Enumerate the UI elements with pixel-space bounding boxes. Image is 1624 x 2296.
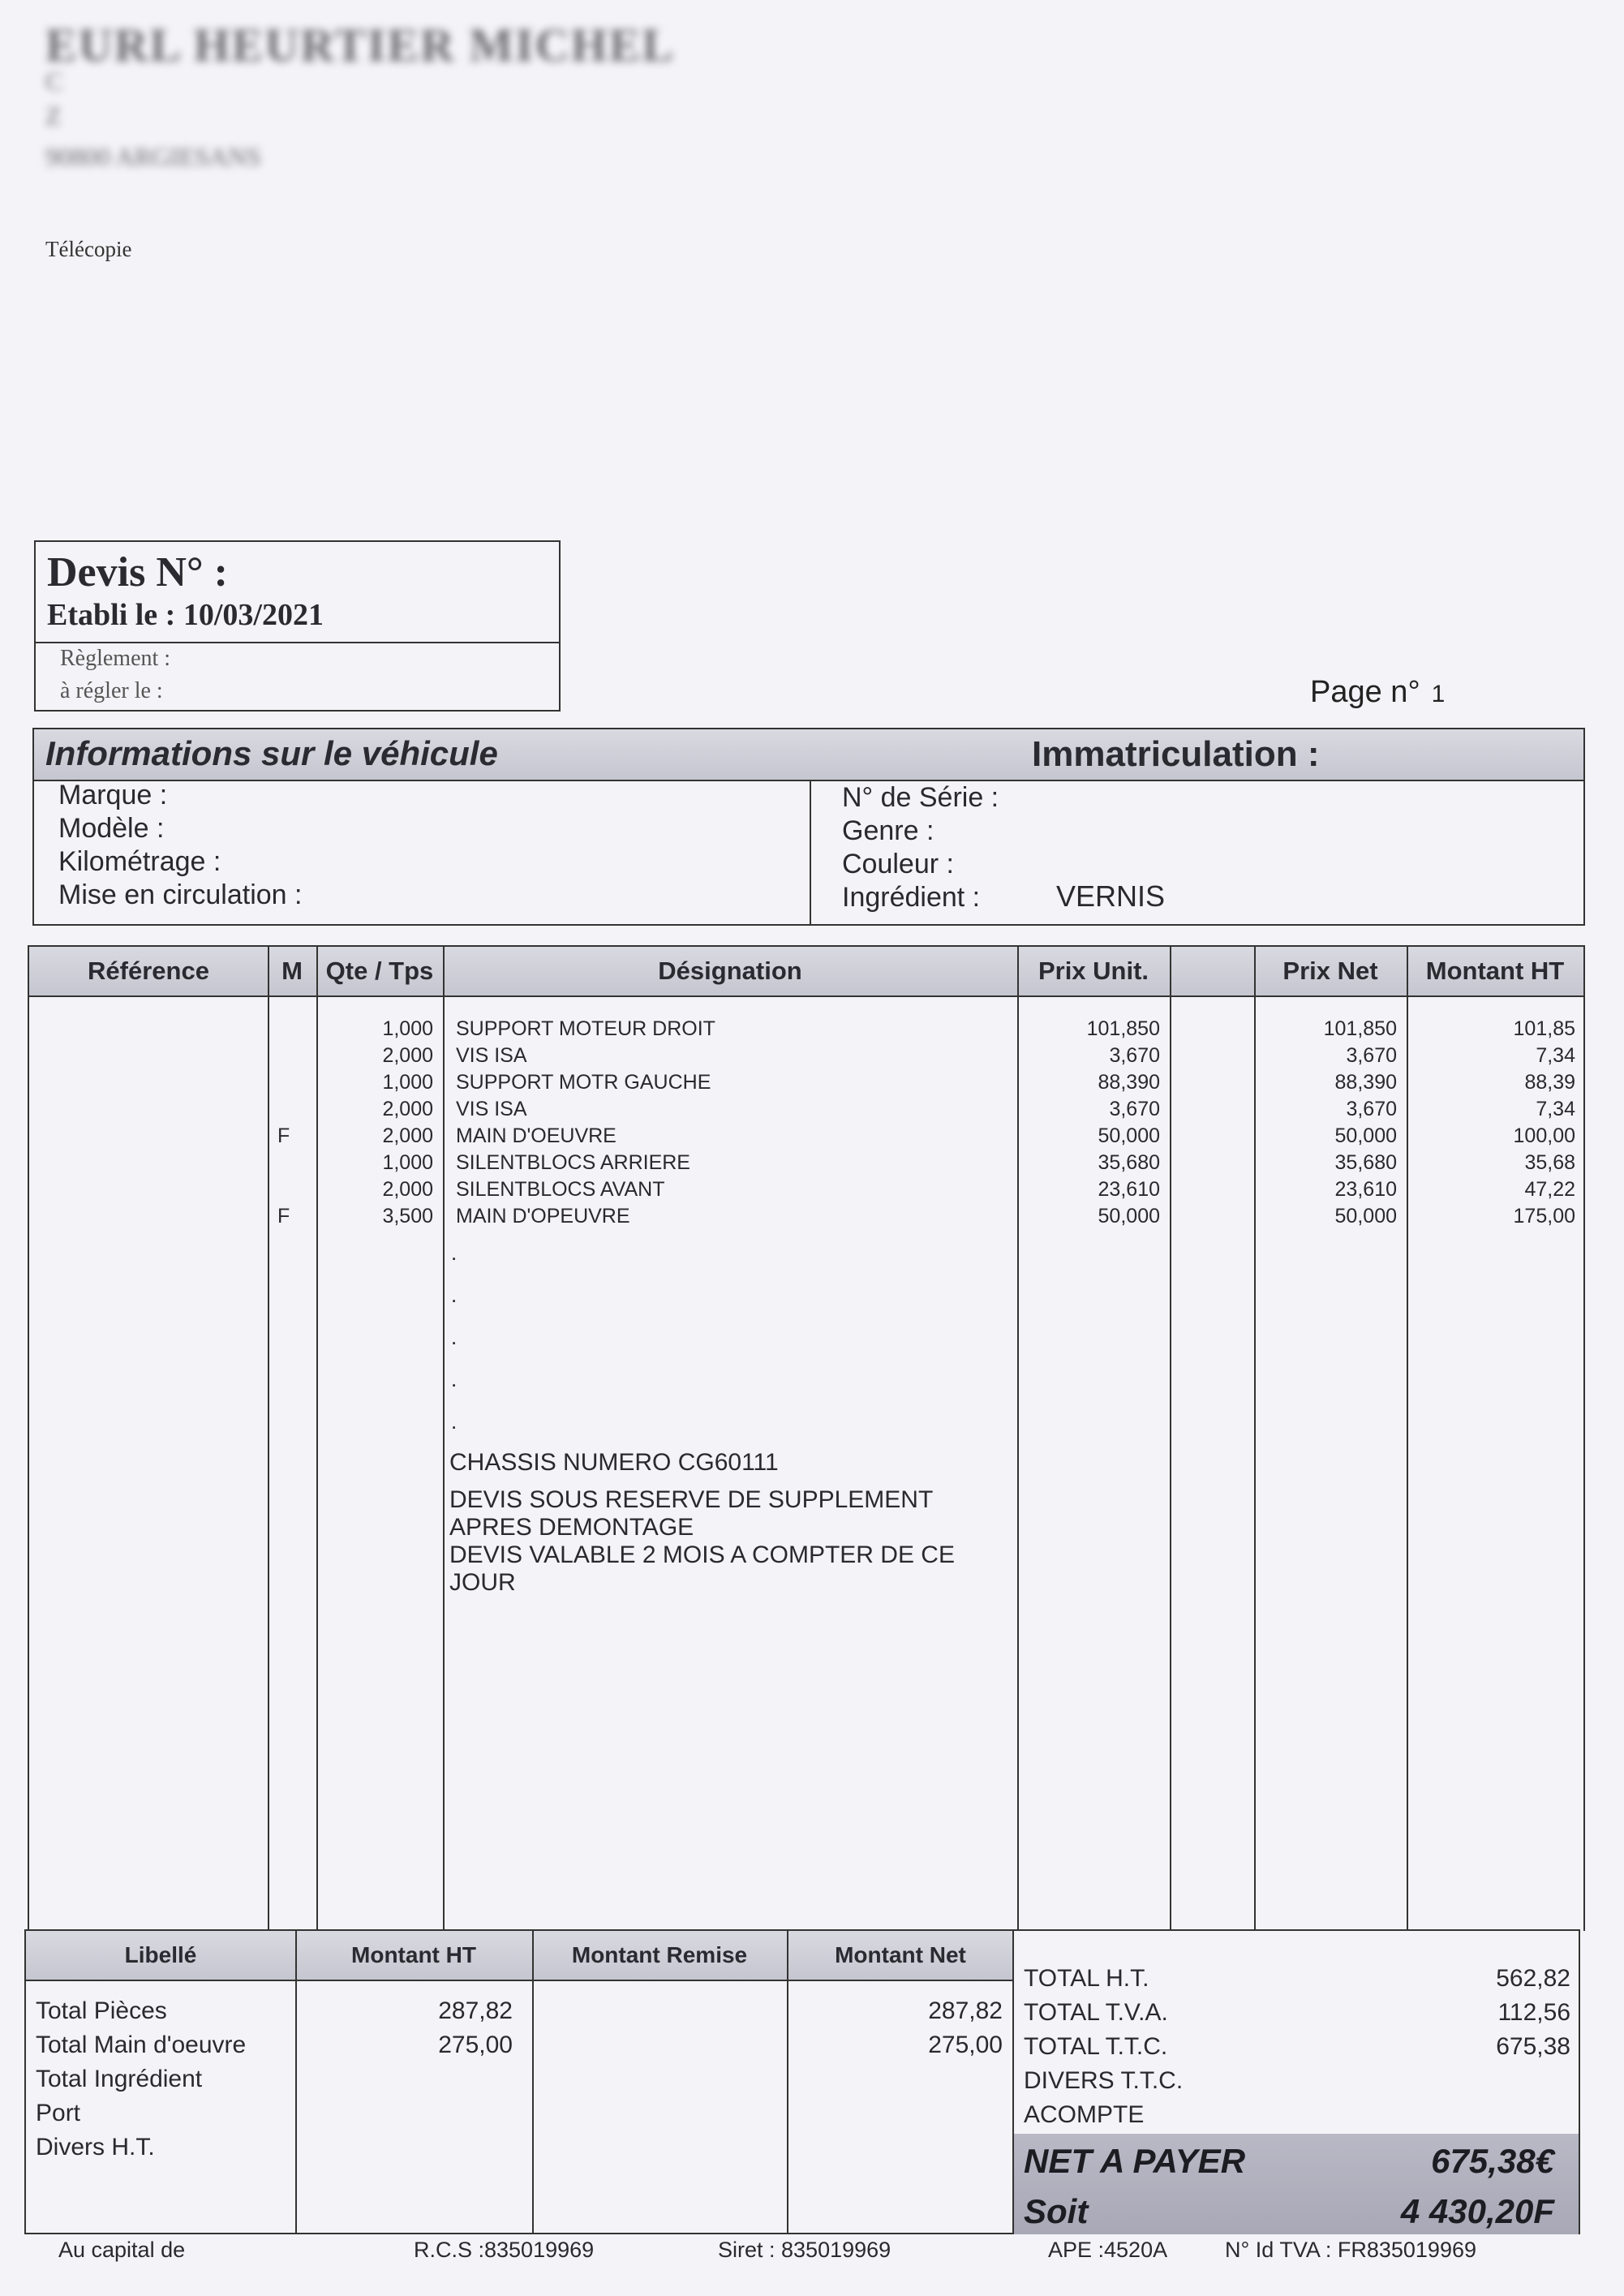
divers-ttc-label: DIVERS T.T.C. (1024, 2067, 1184, 2094)
designation-cell: SILENTBLOCS AVANT (456, 1178, 665, 1201)
genre-label: Genre : (842, 815, 934, 846)
header-prix-unit: Prix Unit. (1038, 957, 1149, 985)
montant-cell: 7,34 (1536, 1098, 1575, 1120)
m-cell: F (277, 1205, 290, 1228)
spacer-dot: . (451, 1240, 458, 1265)
prix-net-cell: 3,670 (1346, 1044, 1397, 1067)
summary-box (1014, 1929, 1580, 2234)
montant-cell: 100,00 (1513, 1124, 1575, 1147)
total-main-oeuvre-ht: 275,00 (438, 2032, 513, 2058)
ingredient-label: Ingrédient : (842, 882, 981, 913)
total-pieces-label: Total Pièces (36, 1997, 167, 2024)
prix-unit-cell: 35,680 (1098, 1151, 1160, 1174)
prix-unit-cell: 3,670 (1109, 1098, 1160, 1120)
designation-cell: VIS ISA (456, 1044, 527, 1067)
company-name: EURL HEURTIER MICHEL (45, 19, 675, 71)
divider (36, 642, 559, 643)
footer-ape: APE :4520A (1048, 2238, 1168, 2262)
total-ht-value: 562,82 (1496, 1965, 1570, 1992)
net-a-payer-bar (1014, 2134, 1579, 2234)
port-label: Port (36, 2100, 81, 2126)
footer-tva: N° Id TVA : FR835019969 (1225, 2238, 1476, 2262)
total-ht-label: TOTAL H.T. (1024, 1965, 1149, 1992)
company-postal-city: 90800 ARGIESANS (45, 142, 261, 171)
acompte-label: ACOMPTE (1024, 2101, 1145, 2128)
prix-unit-cell: 50,000 (1098, 1124, 1160, 1147)
column-divider (295, 1931, 297, 2234)
devis-date: Etabli le : 10/03/2021 (47, 598, 324, 632)
table-row (29, 1017, 1583, 1044)
reglement-label: Règlement : (60, 646, 171, 671)
kilometrage-label: Kilométrage : (58, 846, 221, 877)
prix-unit-cell: 23,610 (1098, 1178, 1160, 1201)
mise-en-circulation-label: Mise en circulation : (58, 879, 303, 910)
vehicle-info-box (32, 728, 1585, 926)
header-qte: Qte / Tps (325, 957, 434, 985)
montant-cell: 7,34 (1536, 1044, 1575, 1067)
table-row (29, 1205, 1583, 1232)
spacer-dot: . (451, 1409, 458, 1434)
montant-cell: 88,39 (1524, 1071, 1575, 1094)
total-ingredient-label: Total Ingrédient (36, 2066, 203, 2092)
vehicle-info-title: Informations sur le véhicule (45, 734, 498, 772)
prix-net-cell: 50,000 (1334, 1205, 1397, 1228)
page-label: Page n° (1310, 675, 1420, 709)
divers-ht-label: Divers H.T. (36, 2134, 155, 2161)
table-row (29, 1071, 1583, 1098)
page-value: 1 (1431, 681, 1446, 707)
table-row (29, 1044, 1583, 1071)
header-montant-ht: Montant HT (1425, 957, 1565, 985)
header-libelle: Libellé (124, 1942, 197, 1967)
montant-cell: 175,00 (1513, 1205, 1575, 1228)
header-prix-net: Prix Net (1282, 957, 1378, 985)
designation-cell: VIS ISA (456, 1098, 527, 1120)
footer-rcs: R.C.S :835019969 (414, 2238, 595, 2262)
header-m: M (281, 957, 303, 985)
total-main-oeuvre-net: 275,00 (928, 2032, 1003, 2058)
qte-cell: 2,000 (382, 1178, 433, 1201)
spacer-dot: . (451, 1283, 458, 1307)
qte-cell: 1,000 (382, 1017, 433, 1040)
spacer-dot: . (451, 1325, 458, 1349)
prix-unit-cell: 88,390 (1098, 1071, 1160, 1094)
devis-box (34, 540, 561, 712)
soit-label: Soit (1024, 2192, 1089, 2230)
qte-cell: 3,500 (382, 1205, 433, 1228)
prix-net-cell: 50,000 (1334, 1124, 1397, 1147)
total-tva-value: 112,56 (1497, 1999, 1570, 2026)
total-tva-label: TOTAL T.V.A. (1024, 1999, 1168, 2026)
fax-label: Télécopie (45, 237, 132, 261)
couleur-label: Couleur : (842, 849, 954, 879)
company-address-line1: C (45, 67, 63, 96)
designation-cell: MAIN D'OPEUVRE (456, 1205, 630, 1228)
prix-net-cell: 101,850 (1323, 1017, 1397, 1040)
table-row (29, 1151, 1583, 1178)
totals-table (24, 1929, 1014, 2234)
spacer-dot: . (451, 1367, 458, 1391)
designation-cell: SUPPORT MOTEUR DROIT (456, 1017, 715, 1040)
prix-net-cell: 88,390 (1334, 1071, 1397, 1094)
prix-net-cell: 23,610 (1334, 1178, 1397, 1201)
note-line: APRES DEMONTAGE (449, 1514, 694, 1541)
prix-net-cell: 35,680 (1334, 1151, 1397, 1174)
total-ttc-value: 675,38 (1496, 2033, 1570, 2060)
divider (810, 780, 811, 926)
header-montant-remise: Montant Remise (571, 1942, 748, 1967)
modele-label: Modèle : (58, 813, 165, 844)
note-line: DEVIS SOUS RESERVE DE SUPPLEMENT (449, 1486, 934, 1513)
qte-cell: 1,000 (382, 1071, 433, 1094)
designation-cell: SILENTBLOCS ARRIERE (456, 1151, 690, 1174)
numero-serie-label: N° de Série : (842, 782, 999, 813)
devis-title: Devis N° : (47, 549, 228, 595)
m-cell: F (277, 1124, 290, 1147)
header-montant-net: Montant Net (835, 1942, 966, 1967)
designation-cell: SUPPORT MOTR GAUCHE (456, 1071, 711, 1094)
table-row (29, 1178, 1583, 1205)
montant-cell: 101,85 (1513, 1017, 1575, 1040)
column-divider (532, 1931, 534, 2234)
header-designation: Désignation (658, 957, 802, 985)
footer-siret: Siret : 835019969 (718, 2238, 891, 2262)
qte-cell: 2,000 (382, 1044, 433, 1067)
immatriculation-title: Immatriculation : (1032, 734, 1320, 774)
prix-unit-cell: 101,850 (1086, 1017, 1160, 1040)
marque-label: Marque : (58, 780, 168, 810)
total-main-oeuvre-label: Total Main d'oeuvre (36, 2032, 247, 2058)
total-pieces-ht: 287,82 (438, 1997, 513, 2024)
ingredient-value: VERNIS (1056, 879, 1166, 913)
company-address-line2: Z (45, 101, 62, 131)
header-montant-ht: Montant HT (351, 1942, 476, 1967)
items-table (28, 945, 1585, 1931)
total-pieces-net: 287,82 (928, 1997, 1003, 2024)
page-number (1310, 675, 1445, 710)
soit-value: 4 430,20F (1400, 2192, 1554, 2230)
prix-unit-cell: 3,670 (1109, 1044, 1160, 1067)
montant-cell: 47,22 (1524, 1178, 1575, 1201)
net-a-payer-label: NET A PAYER (1024, 2142, 1246, 2180)
montant-cell: 35,68 (1524, 1151, 1575, 1174)
footer-capital: Au capital de (58, 2238, 186, 2262)
a-regler-label: à régler le : (60, 678, 163, 703)
prix-unit-cell: 50,000 (1098, 1205, 1160, 1228)
qte-cell: 2,000 (382, 1098, 433, 1120)
table-row (29, 1098, 1583, 1124)
designation-cell: MAIN D'OEUVRE (456, 1124, 617, 1147)
table-row (29, 1124, 1583, 1151)
prix-net-cell: 3,670 (1346, 1098, 1397, 1120)
note-line: JOUR (449, 1569, 516, 1596)
note-line: DEVIS VALABLE 2 MOIS A COMPTER DE CE (449, 1541, 955, 1568)
header-reference: Référence (88, 957, 209, 985)
net-a-payer-value: 675,38€ (1431, 2142, 1554, 2180)
vehicle-info-header (34, 729, 1583, 781)
note-chassis: CHASSIS NUMERO CG60111 (449, 1449, 779, 1476)
qte-cell: 2,000 (382, 1124, 433, 1147)
qte-cell: 1,000 (382, 1151, 433, 1174)
column-divider (787, 1931, 788, 2234)
total-ttc-label: TOTAL T.T.C. (1024, 2033, 1168, 2060)
